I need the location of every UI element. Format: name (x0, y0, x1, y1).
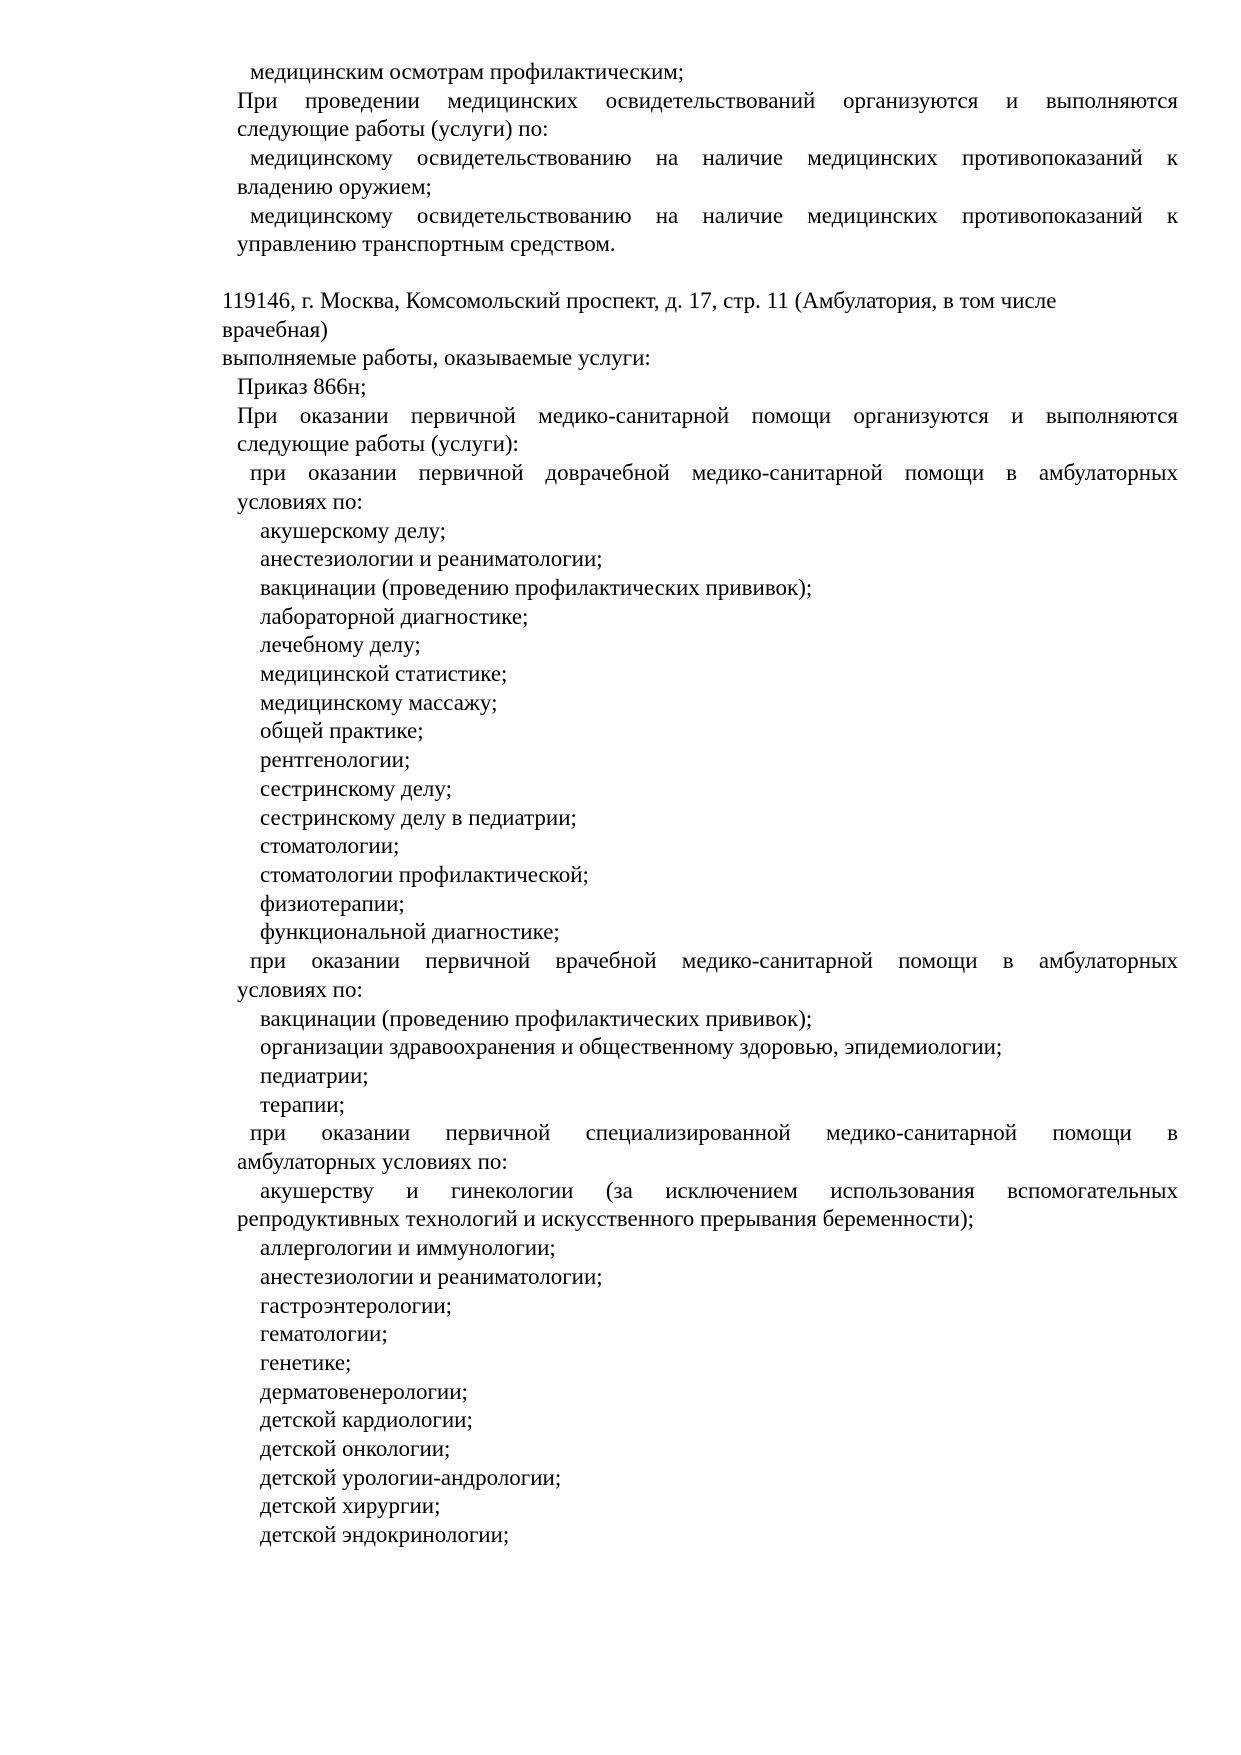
text-line: При проведении медицинских освидетельствований организуются и выполняются (237, 87, 1178, 113)
text-line: медицинскому освидетельствованию на наличие медицинских противопоказаний к (250, 202, 1178, 228)
text-line: амбулаторных условиях по: (237, 1149, 508, 1175)
list-item: общей практике; (260, 718, 424, 744)
text-line: следующие работы (услуги): (237, 431, 519, 457)
text-line: медицинским осмотрам профилактическим; (250, 59, 685, 84)
text-line: владению оружием; (237, 173, 432, 199)
list-item-continuation: репродуктивных технологий и искусственного прерывания беременности); (237, 1206, 975, 1232)
list-item: детской урологии-андрологии; (260, 1464, 562, 1490)
list-item: детской онкологии; (260, 1436, 451, 1462)
list-item: рентгенологии; (260, 747, 411, 773)
text-line: при оказании первичной доврачебной медико-санитарной помощи в амбулаторных (250, 460, 1178, 486)
list-item: стоматологии; (260, 833, 400, 859)
list-item: генетике; (260, 1349, 352, 1375)
address-heading: врачебная) (222, 316, 328, 342)
list-item: детской эндокринологии; (260, 1522, 510, 1548)
text-line: следующие работы (услуги) по: (237, 116, 549, 142)
list-item: терапии; (260, 1091, 345, 1117)
text-line: управлению транспортным средством. (237, 231, 616, 257)
list-item: детской кардиологии; (260, 1407, 473, 1433)
list-item: сестринскому делу в педиатрии; (260, 804, 577, 830)
list-item: лечебному делу; (260, 632, 421, 658)
list-item: организации здравоохранения и общественному здоровью, эпидемиологии; (260, 1034, 1003, 1060)
list-item: функциональной диагностике; (260, 919, 560, 945)
text-line: условиях по: (237, 976, 363, 1002)
list-item: дерматовенерологии; (260, 1378, 468, 1404)
list-item: сестринскому делу; (260, 775, 452, 801)
address-heading: 119146, г. Москва, Комсомольский проспект, д. 17, стр. 11 (Амбулатория, в том числе (222, 287, 1057, 313)
text-line: медицинскому освидетельствованию на наличие медицинских противопоказаний к (250, 145, 1178, 171)
text-line: Приказ 866н; (237, 374, 367, 400)
text-line: При оказании первичной медико-санитарной помощи организуются и выполняются (237, 402, 1178, 428)
text-line: при оказании первичной специализированной медико-санитарной помощи в (250, 1120, 1178, 1146)
document-body (0, 58, 1241, 1550)
list-item: анестезиологии и реаниматологии; (260, 546, 603, 572)
list-item: детской хирургии; (260, 1493, 441, 1519)
list-item: гастроэнтерологии; (260, 1292, 453, 1318)
list-item: стоматологии профилактической; (260, 861, 589, 887)
list-item: физиотерапии; (260, 890, 405, 916)
list-item: педиатрии; (260, 1062, 369, 1088)
list-item: вакцинации (проведению профилактических прививок); (260, 1005, 813, 1031)
paragraph-gap (0, 259, 1241, 287)
list-item: вакцинации (проведению профилактических прививок); (260, 574, 813, 600)
list-item: медицинской статистике; (260, 661, 508, 687)
list-item: акушерскому делу; (260, 517, 447, 543)
list-item: медицинскому массажу; (260, 689, 498, 715)
list-item: гематологии; (260, 1321, 388, 1347)
text-line: выполняемые работы, оказываемые услуги: (222, 345, 651, 371)
list-item: аллергологии и иммунологии; (260, 1235, 556, 1261)
list-item: акушерству и гинекологии (за исключением использования вспомогательных (260, 1177, 1178, 1203)
list-item: лабораторной диагностике; (260, 603, 529, 629)
text-line: условиях по: (237, 488, 363, 514)
list-item: анестезиологии и реаниматологии; (260, 1263, 603, 1289)
text-line: при оказании первичной врачебной медико-санитарной помощи в амбулаторных (250, 948, 1178, 974)
